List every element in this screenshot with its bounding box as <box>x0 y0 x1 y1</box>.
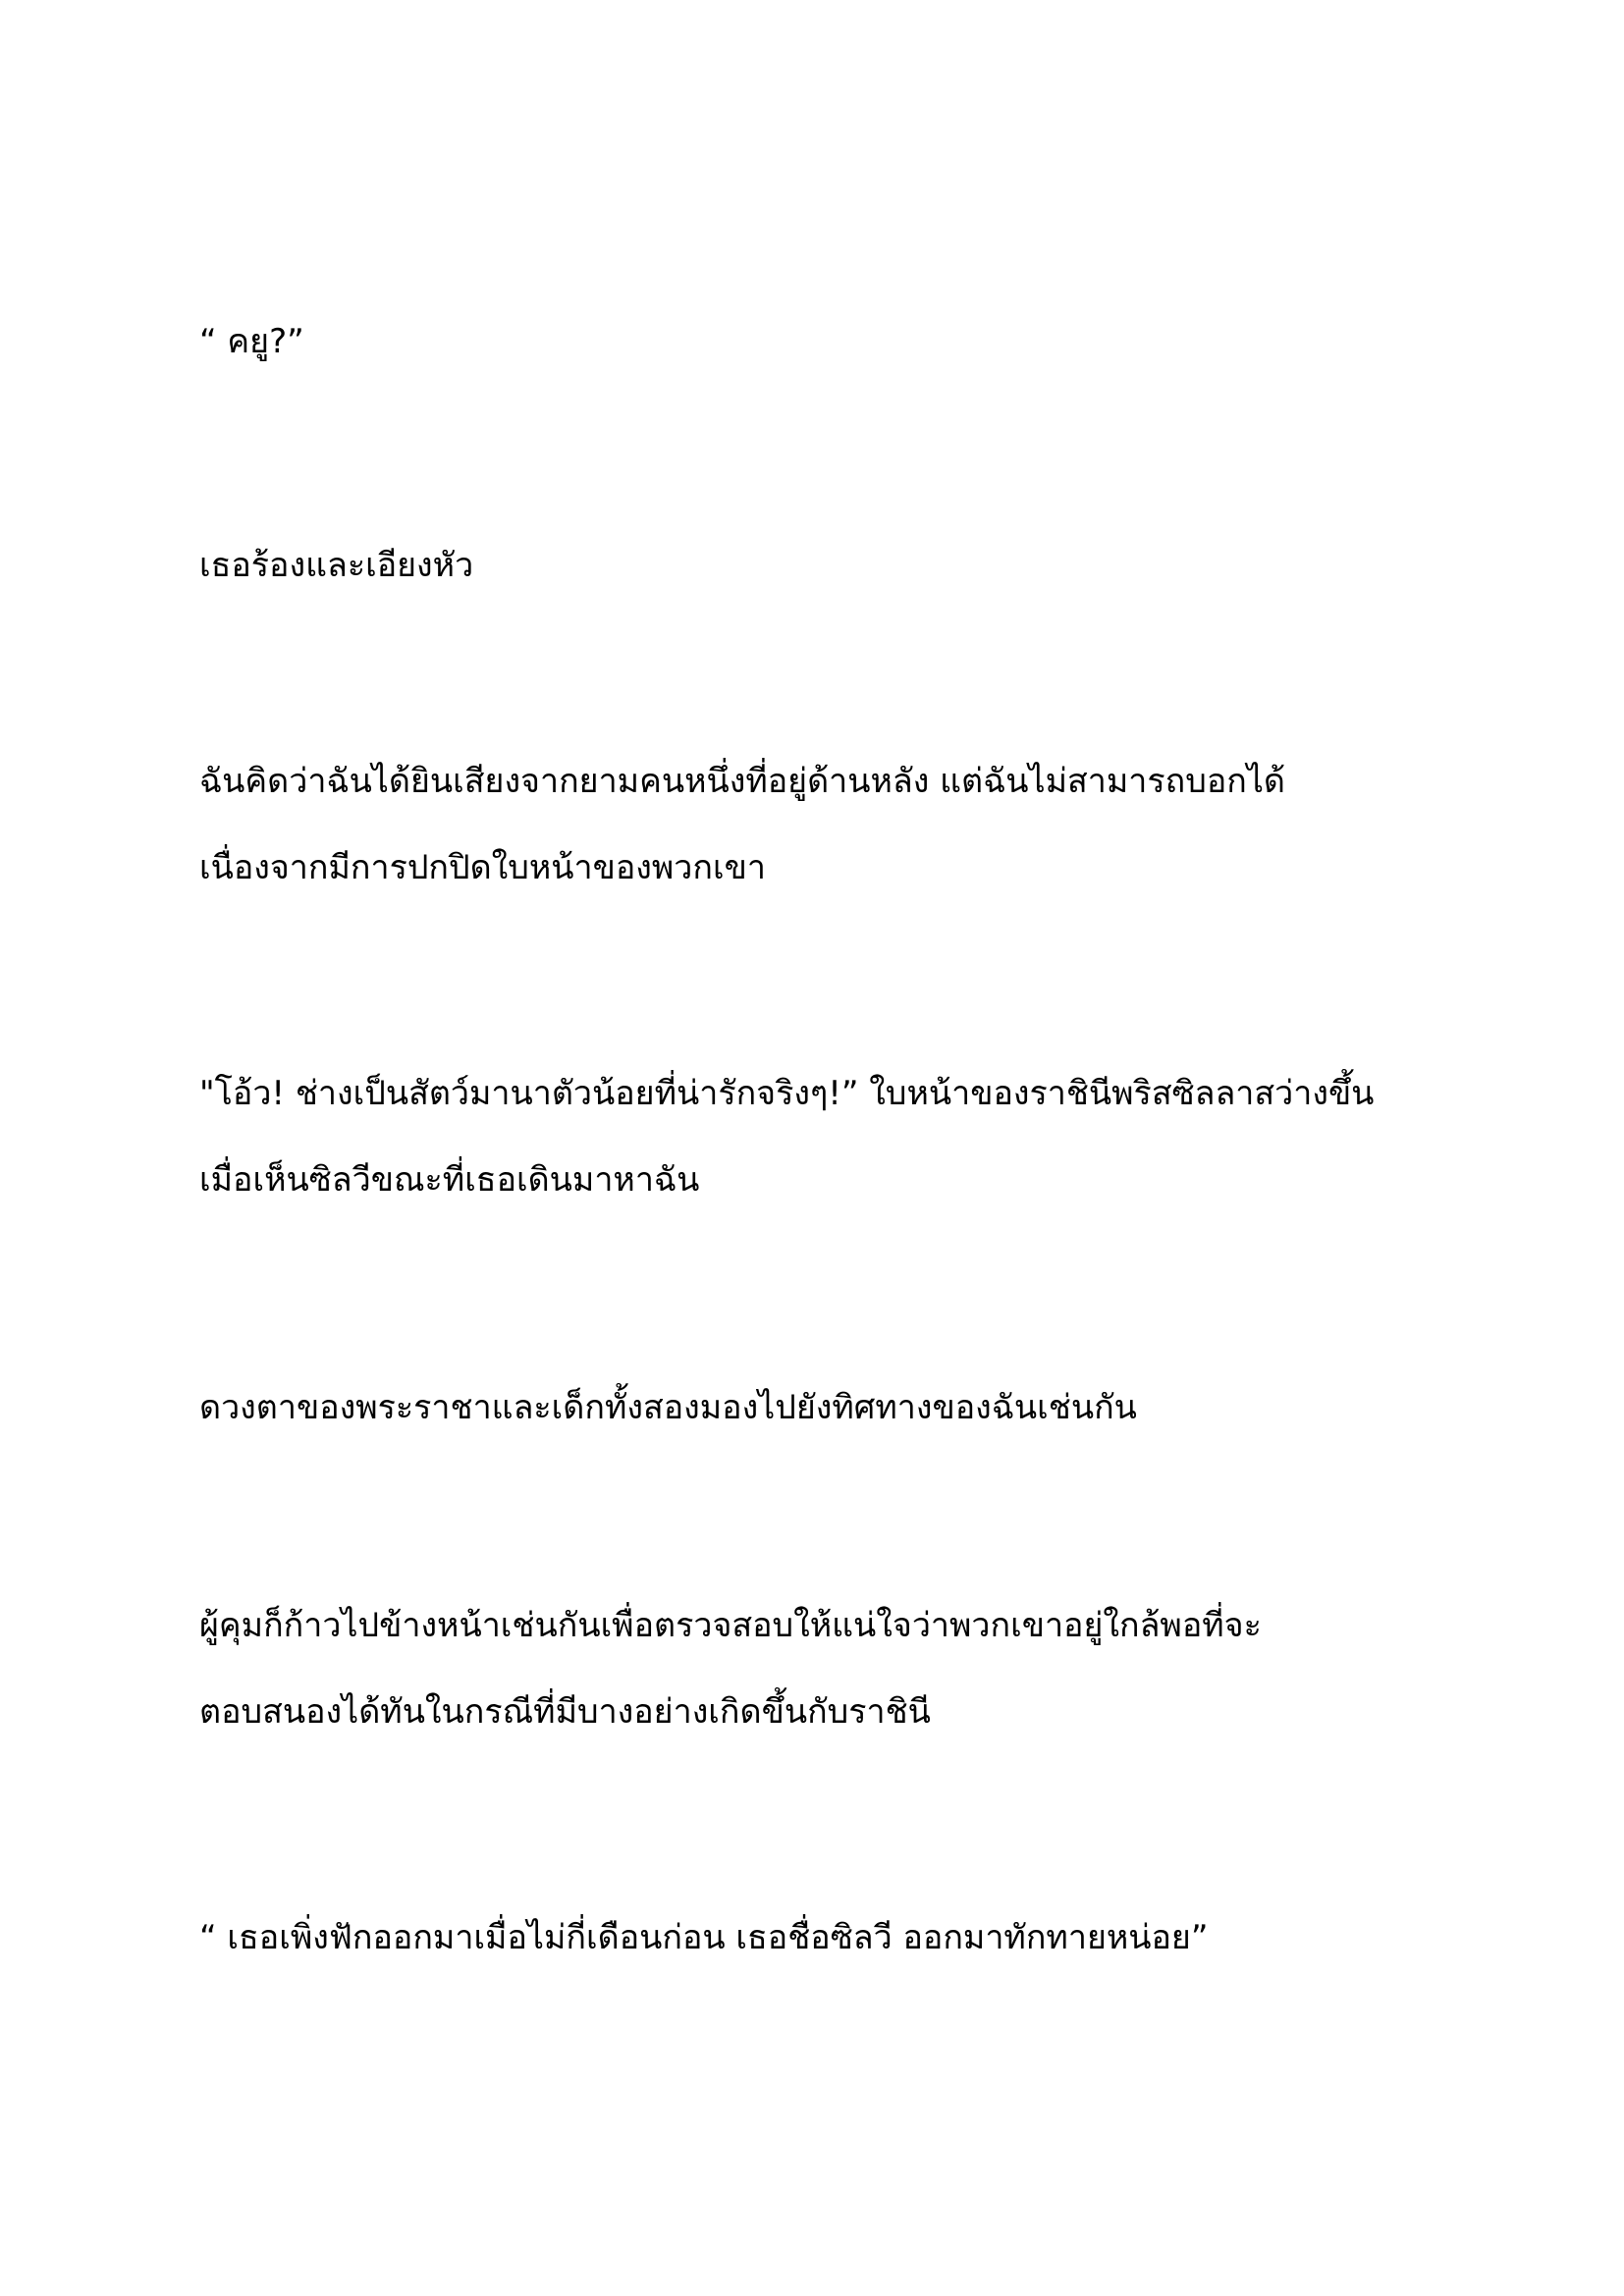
paragraph-6-line-2: ตอบสนองได้ทันในกรณีที่มีบางอย่างเกิดขึ้นกับราชินี <box>199 1692 931 1732</box>
paragraph-7-line-1: “ เธอเพิ่งฟักออกมาเมื่อไม่กี่เดือนก่อน เธอชื่อซิลวี ออกมาทักทายหน่อย” <box>199 1918 1209 1957</box>
paragraph-7 <box>199 1895 1436 1981</box>
paragraph-4 <box>199 1050 1436 1223</box>
paragraph-5 <box>199 1364 1436 1451</box>
paragraph-3 <box>199 738 1436 911</box>
paragraph-1 <box>199 298 1436 385</box>
paragraph-4-line-1: "โอ้ว! ช่างเป็นสัตว์มานาตัวน้อยที่น่ารักจริงๆ!” ใบหน้าของราชินีพริสซิลลาสว่างขึ้น <box>199 1074 1375 1113</box>
paragraph-4-line-2: เมื่อเห็นซิลวีขณะที่เธอเดินมาหาฉัน <box>199 1160 700 1200</box>
paragraph-6-line-1: ผู้คุมก็ก้าวไปข้างหน้าเช่นกันเพื่อตรวจสอบให้แน่ใจว่าพวกเขาอยู่ใกล้พอที่จะ <box>199 1606 1262 1645</box>
paragraph-3-line-1: ฉันคิดว่าฉันได้ยินเสียงจากยามคนหนึ่งที่อยู่ด้านหลัง แต่ฉันไม่สามารถบอกได้ <box>199 762 1286 801</box>
paragraph-2-line-1: เธอร้องและเอียงหัว <box>199 546 474 585</box>
paragraph-6 <box>199 1582 1436 1755</box>
paragraph-5-line-1: ดวงตาของพระราชาและเด็กทั้งสองมองไปยังทิศทางของฉันเช่นกัน <box>199 1388 1137 1427</box>
paragraph-2 <box>199 522 1436 609</box>
paragraph-3-line-2: เนื่องจากมีการปกปิดใบหน้าของพวกเขา <box>199 848 766 887</box>
paragraph-1-line-1: “ คยู?” <box>199 322 304 361</box>
